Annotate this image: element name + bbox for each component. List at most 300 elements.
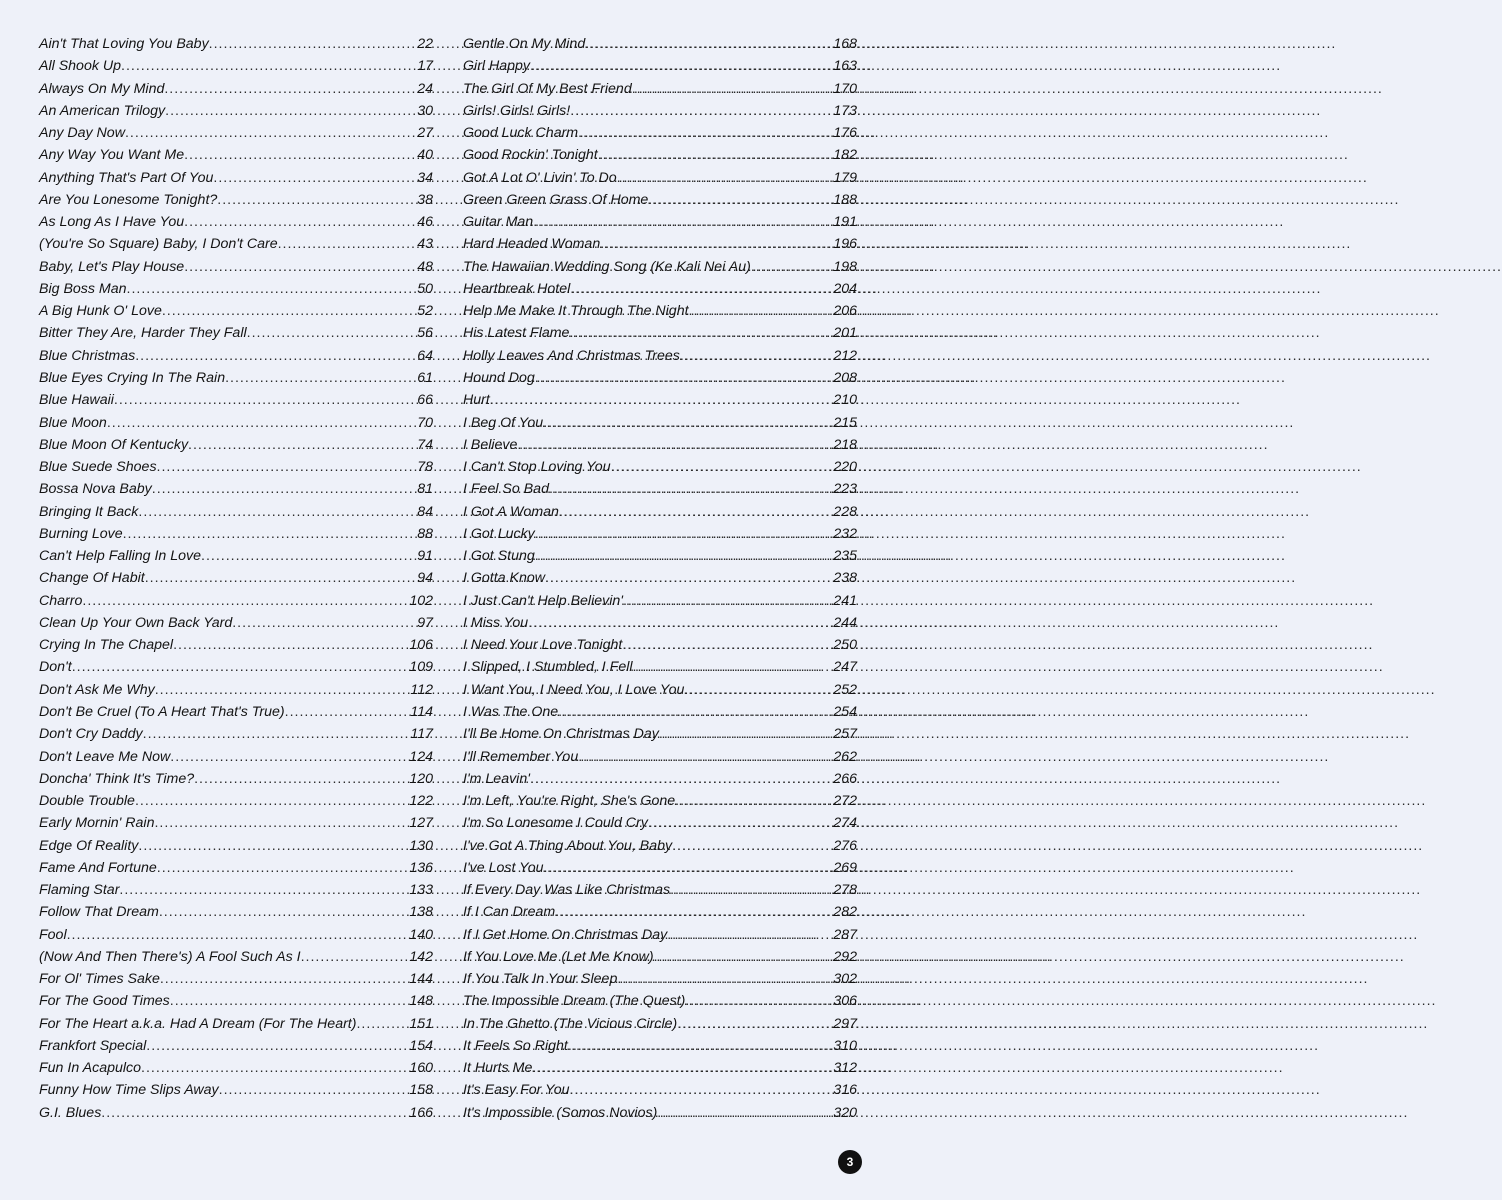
page-ref: 282 <box>833 904 857 921</box>
dot-leader <box>67 924 410 946</box>
dot-leader <box>654 946 834 968</box>
index-entry <box>463 656 857 678</box>
index-entry <box>463 1035 857 1057</box>
song-title: I Need Your Love Tonight <box>463 637 623 654</box>
dot-leader <box>569 322 833 344</box>
page-ref: 188 <box>833 191 857 208</box>
song-title: Frankfort Special <box>39 1037 147 1054</box>
song-title: All Shook Up <box>39 58 122 75</box>
song-title: I'll Remember You <box>463 748 579 765</box>
song-title: Blue Eyes Crying In The Rain <box>39 369 226 386</box>
index-entry <box>39 144 433 166</box>
dot-leader <box>170 746 409 768</box>
dot-leader <box>517 434 833 456</box>
song-title: Anything That's Part Of You <box>39 169 214 186</box>
index-column-right <box>463 33 857 1124</box>
index-entry <box>463 501 857 523</box>
page-ref: 232 <box>833 525 857 542</box>
song-title: His Latest Flame <box>463 325 570 342</box>
dot-leader <box>617 167 834 189</box>
dot-leader <box>530 55 833 77</box>
song-title: The Impossible Dream (The Quest) <box>463 993 686 1010</box>
dot-leader <box>138 501 417 523</box>
index-entry <box>39 857 433 879</box>
dot-leader <box>217 189 417 211</box>
index-entry <box>463 590 857 612</box>
index-entry <box>463 55 857 77</box>
dot-leader <box>152 478 417 500</box>
page-ref: 40 <box>417 147 433 164</box>
dot-leader <box>558 701 833 723</box>
page-ref: 160 <box>409 1060 433 1077</box>
dot-leader <box>623 590 833 612</box>
dot-leader <box>648 189 833 211</box>
dot-leader <box>528 612 833 634</box>
song-title: Girls! Girls! Girls! <box>463 102 571 119</box>
page-ref: 17 <box>417 58 433 75</box>
dot-leader <box>689 300 834 322</box>
song-title: Good Luck Charm <box>463 125 579 142</box>
page-ref: 127 <box>409 815 433 832</box>
page-ref: 204 <box>833 280 857 297</box>
dot-leader <box>544 857 834 879</box>
index-entry <box>39 256 433 278</box>
song-title: (Now And Then There's) A Fool Such As I <box>39 948 301 965</box>
page-ref: 34 <box>417 169 433 186</box>
song-title: Charro <box>39 592 83 609</box>
song-title: I'll Be Home On Christmas Day <box>463 726 659 743</box>
page-ref: 154 <box>409 1037 433 1054</box>
song-title: Doncha' Think It's Time? <box>39 770 195 787</box>
page-ref: 272 <box>833 793 857 810</box>
index-entry <box>39 990 433 1012</box>
index-entry <box>39 835 433 857</box>
page-ref: 274 <box>833 815 857 832</box>
song-title: I Believe <box>463 436 518 453</box>
page-ref: 38 <box>417 191 433 208</box>
dot-leader <box>127 278 418 300</box>
song-title: In The Ghetto (The Vicious Circle) <box>463 1015 678 1032</box>
song-title: I Want You, I Need You, I Love You <box>463 681 685 698</box>
index-entry <box>39 278 433 300</box>
dot-leader <box>162 300 417 322</box>
dot-leader <box>123 523 418 545</box>
page-ref: 27 <box>417 125 433 142</box>
song-title: I'm So Lonesome I Could Cry <box>463 815 648 832</box>
dot-leader <box>535 545 834 567</box>
dot-leader <box>154 812 409 834</box>
index-entry <box>39 634 433 656</box>
page-ref: 310 <box>833 1037 857 1054</box>
dot-leader <box>121 55 417 77</box>
index-entry <box>463 211 857 233</box>
dot-leader <box>672 835 833 857</box>
dot-leader <box>135 790 409 812</box>
dot-leader <box>72 656 410 678</box>
dot-leader <box>680 345 833 367</box>
dot-leader <box>667 924 833 946</box>
index-entry <box>463 478 857 500</box>
song-title: I Beg Of You <box>463 414 544 431</box>
dot-leader <box>107 412 417 434</box>
index-entry <box>463 746 857 768</box>
index-entry <box>39 545 433 567</box>
dot-leader <box>247 322 418 344</box>
page-ref: 218 <box>833 436 857 453</box>
song-title: For The Heart a.k.a. Had A Dream (For The Heart) <box>39 1015 357 1032</box>
song-title: I've Got A Thing About You, Baby <box>463 837 673 854</box>
song-title: Holly Leaves And Christmas Trees <box>463 347 680 364</box>
page-number-badge <box>838 1150 862 1174</box>
page-ref: 292 <box>833 948 857 965</box>
page-ref: 320 <box>833 1104 857 1121</box>
page-ref: 158 <box>409 1082 433 1099</box>
song-title: For Ol' Times Sake <box>39 971 160 988</box>
index-entry <box>463 990 857 1012</box>
dot-leader <box>617 968 833 990</box>
song-title: Got A Lot O' Livin' To Do <box>463 169 617 186</box>
dot-leader <box>670 879 833 901</box>
index-entry <box>39 812 433 834</box>
dot-leader <box>101 1102 409 1124</box>
dot-leader <box>530 768 833 790</box>
dot-leader <box>170 990 410 1012</box>
page-ref: 257 <box>833 726 857 743</box>
page-ref: 241 <box>833 592 857 609</box>
dot-leader <box>159 901 409 923</box>
dot-leader <box>119 879 409 901</box>
song-title: If Every Day Was Like Christmas <box>463 882 671 899</box>
song-title: Help Me Make It Through The Night <box>463 303 689 320</box>
dot-leader <box>684 679 833 701</box>
page-ref: 97 <box>417 614 433 631</box>
dot-leader <box>209 33 418 55</box>
index-entry <box>463 33 857 55</box>
page-number: 3 <box>846 1155 854 1169</box>
song-title: Don't Leave Me Now <box>39 748 171 765</box>
song-title: Burning Love <box>39 525 123 542</box>
page-ref: 81 <box>417 481 433 498</box>
song-title: If You Love Me (Let Me Know) <box>463 948 654 965</box>
song-title: Early Mornin' Rain <box>39 815 155 832</box>
dot-leader <box>570 100 833 122</box>
page-ref: 252 <box>833 681 857 698</box>
song-title: Bringing It Back <box>39 503 139 520</box>
index-entry <box>463 1079 857 1101</box>
dot-leader <box>135 345 417 367</box>
dot-leader <box>138 835 409 857</box>
song-title: I Just Can't Help Believin' <box>463 592 623 609</box>
song-title: Crying In The Chapel <box>39 637 174 654</box>
index-entry <box>463 812 857 834</box>
page-ref: 269 <box>833 859 857 876</box>
page-ref: 278 <box>833 882 857 899</box>
index-entry <box>463 189 857 211</box>
dot-leader <box>201 545 417 567</box>
dot-leader <box>545 567 833 589</box>
dot-leader <box>160 968 409 990</box>
dot-leader <box>600 233 833 255</box>
song-title: If I Can Dream <box>463 904 556 921</box>
page-ref: 133 <box>409 882 433 899</box>
song-title: Ain't That Loving You Baby <box>39 36 209 52</box>
song-title: Good Rockin' Tonight <box>463 147 598 164</box>
index-entry <box>39 322 433 344</box>
index-entry <box>463 78 857 100</box>
song-title: Blue Christmas <box>39 347 136 364</box>
dot-leader <box>125 122 417 144</box>
page-ref: 176 <box>833 125 857 142</box>
dot-leader <box>219 1079 410 1101</box>
dot-leader <box>659 723 833 745</box>
index-entry <box>39 300 433 322</box>
index-entry <box>39 768 433 790</box>
song-title: I Got A Woman <box>463 503 559 520</box>
song-title: Blue Moon Of Kentucky <box>39 436 189 453</box>
index-entry <box>463 122 857 144</box>
page-ref: 173 <box>833 102 857 119</box>
page-ref: 142 <box>409 948 433 965</box>
song-title: I Was The One <box>463 703 559 720</box>
index-entry <box>39 723 433 745</box>
dot-leader <box>285 701 411 723</box>
song-title: I Got Stung <box>463 548 535 565</box>
song-title: Blue Suede Shoes <box>39 459 157 476</box>
index-entry <box>39 612 433 634</box>
song-title: Gentle On My Mind <box>463 36 586 52</box>
page-ref: 254 <box>833 703 857 720</box>
dot-leader <box>675 790 833 812</box>
page-ref: 140 <box>409 926 433 943</box>
song-title: Clean Up Your Own Back Yard <box>39 614 233 631</box>
index-entry <box>39 924 433 946</box>
page-ref: 276 <box>833 837 857 854</box>
index-entry <box>463 634 857 656</box>
dot-leader <box>141 1057 409 1079</box>
dot-leader <box>164 78 417 100</box>
song-title: Don't Cry Daddy <box>39 726 143 743</box>
page-ref: 117 <box>410 726 433 743</box>
song-title: Baby, Let's Play House <box>39 258 185 275</box>
index-entry <box>39 679 433 701</box>
index-entry <box>463 790 857 812</box>
page-ref: 196 <box>833 236 857 253</box>
dot-leader <box>157 456 418 478</box>
page-ref: 235 <box>833 548 857 565</box>
page-ref: 206 <box>833 303 857 320</box>
dot-leader <box>585 33 833 55</box>
index-entry <box>463 456 857 478</box>
page-ref: 166 <box>409 1104 433 1121</box>
page-ref: 198 <box>833 258 857 275</box>
page-ref: 122 <box>409 793 433 810</box>
dot-leader <box>559 501 833 523</box>
index-entry <box>39 946 433 968</box>
index-entry <box>39 701 433 723</box>
song-title: Funny How Time Slips Away <box>39 1082 219 1099</box>
dot-leader <box>114 389 417 411</box>
index-entry <box>39 78 433 100</box>
page-ref: 138 <box>409 904 433 921</box>
song-title: Don't <box>39 659 72 676</box>
index-entry <box>39 478 433 500</box>
index-entry <box>463 946 857 968</box>
index-entry <box>463 835 857 857</box>
page-ref: 30 <box>417 102 433 119</box>
page-ref: 306 <box>833 993 857 1010</box>
song-title: Double Trouble <box>39 793 135 810</box>
index-entry <box>463 679 857 701</box>
song-title: It's Impossible (Somos Novios) <box>463 1104 658 1121</box>
index-entry <box>39 389 433 411</box>
dot-leader <box>657 1102 833 1124</box>
page-ref: 223 <box>833 481 857 498</box>
dot-leader <box>301 946 410 968</box>
page-ref: 220 <box>833 459 857 476</box>
page-ref: 168 <box>833 36 857 52</box>
index-entry <box>463 1057 857 1079</box>
dot-leader <box>82 590 409 612</box>
index-entry <box>39 100 433 122</box>
song-title: Fool <box>39 926 67 943</box>
page-ref: 120 <box>409 770 433 787</box>
dot-leader <box>188 434 417 456</box>
dot-leader <box>225 367 417 389</box>
song-title: G.I. Blues <box>39 1104 102 1121</box>
page-ref: 148 <box>409 993 433 1010</box>
index-entry <box>463 545 857 567</box>
index-entry <box>463 901 857 923</box>
dot-leader <box>533 211 833 233</box>
index-entry <box>39 746 433 768</box>
page-ref: 266 <box>833 770 857 787</box>
index-entry <box>463 768 857 790</box>
dot-leader <box>184 211 417 233</box>
dot-leader <box>184 144 417 166</box>
dot-leader <box>622 634 833 656</box>
page-ref: 182 <box>833 147 857 164</box>
song-title: (You're So Square) Baby, I Don't Care <box>39 236 278 253</box>
song-title: Don't Be Cruel (To A Heart That's True) <box>39 703 285 720</box>
index-entry <box>39 901 433 923</box>
song-title: Flaming Star <box>39 882 120 899</box>
index-entry <box>463 523 857 545</box>
index-entry <box>463 857 857 879</box>
index-entry <box>463 167 857 189</box>
song-title: Big Boss Man <box>39 280 127 297</box>
dot-leader <box>165 100 417 122</box>
song-title: Any Day Now <box>39 125 125 142</box>
dot-leader <box>143 723 411 745</box>
song-title: Hound Dog <box>463 369 535 386</box>
dot-leader <box>490 389 834 411</box>
song-title: Fame And Fortune <box>39 859 157 876</box>
page-ref: 297 <box>833 1015 857 1032</box>
dot-leader <box>194 768 409 790</box>
index-column-left <box>39 33 433 1124</box>
dot-leader <box>685 990 833 1012</box>
index-entry <box>463 567 857 589</box>
song-title: An American Trilogy <box>39 102 166 119</box>
song-title: Always On My Mind <box>39 80 165 97</box>
song-title: Are You Lonesome Tonight? <box>39 191 218 208</box>
page-ref: 302 <box>833 971 857 988</box>
song-title: Hard Headed Woman <box>463 236 601 253</box>
dot-leader <box>155 679 411 701</box>
dot-leader <box>568 1035 833 1057</box>
song-title: Green Green Grass Of Home <box>463 191 649 208</box>
page-ref: 56 <box>417 325 433 342</box>
index-entry <box>463 100 857 122</box>
index-entry <box>463 612 857 634</box>
index-entry <box>39 523 433 545</box>
index-entry <box>463 278 857 300</box>
dot-leader <box>578 122 833 144</box>
index-entry <box>39 122 433 144</box>
dot-leader <box>611 456 834 478</box>
song-title: As Long As I Have You <box>39 214 185 231</box>
page-ref: 208 <box>833 369 857 386</box>
song-title: I've Lost You <box>463 859 544 876</box>
index-entry <box>39 1035 433 1057</box>
index-entry <box>463 1013 857 1035</box>
index-entry <box>39 656 433 678</box>
page-ref: 201 <box>833 325 857 342</box>
index-entry <box>39 55 433 77</box>
dot-leader <box>535 523 834 545</box>
dot-leader <box>184 256 417 278</box>
song-title: A Big Hunk O' Love <box>39 303 162 320</box>
page-ref: 170 <box>833 80 857 97</box>
page-ref: 74 <box>417 436 433 453</box>
page-ref: 94 <box>417 570 433 587</box>
index-entry <box>463 367 857 389</box>
song-title: I Can't Stop Loving You <box>463 459 611 476</box>
song-title: Guitar Man <box>463 214 534 231</box>
page-ref: 78 <box>417 459 433 476</box>
index-entry <box>39 434 433 456</box>
dot-leader <box>532 1057 833 1079</box>
index-entry <box>463 322 857 344</box>
song-title: Bitter They Are, Harder They Fall <box>39 325 247 342</box>
index-entry <box>463 300 857 322</box>
index-entry <box>463 879 857 901</box>
page-ref: 109 <box>409 659 433 676</box>
dot-leader <box>598 144 834 166</box>
page-ref: 136 <box>409 859 433 876</box>
page-ref: 64 <box>417 347 433 364</box>
page-ref: 114 <box>410 703 433 720</box>
index-entry <box>463 1102 857 1124</box>
page-ref: 43 <box>417 236 433 253</box>
index-entry <box>463 256 857 278</box>
index-entry <box>463 389 857 411</box>
page-ref: 70 <box>417 414 433 431</box>
page-ref: 244 <box>833 614 857 631</box>
dot-leader <box>543 412 833 434</box>
page-ref: 91 <box>417 548 433 565</box>
page-ref: 287 <box>833 926 857 943</box>
dot-leader <box>633 656 834 678</box>
index-entry <box>39 167 433 189</box>
page-ref: 112 <box>410 681 433 698</box>
dot-leader <box>232 612 417 634</box>
index-entry <box>39 1057 433 1079</box>
index-entry <box>463 723 857 745</box>
page-ref: 102 <box>409 592 433 609</box>
song-title: I Got Lucky <box>463 525 535 542</box>
index-entry <box>463 434 857 456</box>
